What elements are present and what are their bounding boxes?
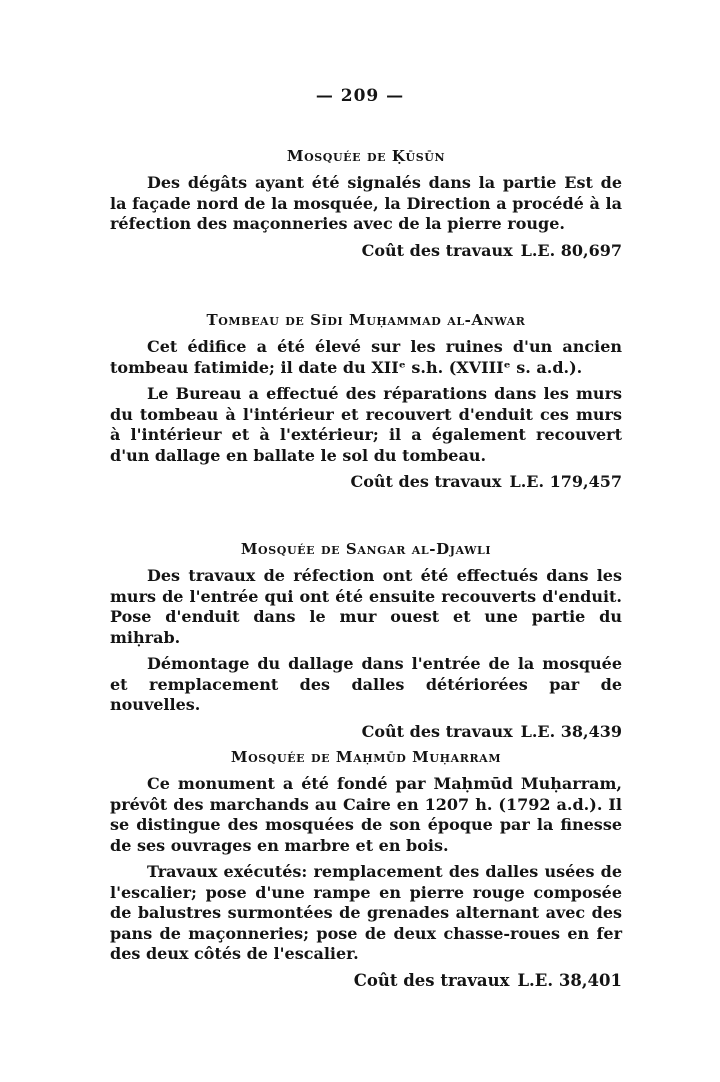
section-tombeau-sidi-muhammad [110, 311, 622, 492]
section-paragraph: Le Bureau a effectué des réparations dans les murs du tombeau à l'intérieur et recouvert d'enduit ces murs à l'intérieur et à l'extérieur; il a également recouvert d'un dallage en ballate le sol du tombeau. [110, 384, 622, 465]
cost-line [110, 722, 622, 742]
section-title: Mosquée de Ḳūsūn [286, 147, 446, 165]
cost-line [110, 241, 622, 261]
section-title: Tombeau de Sīdi Muḥammad al-Anwar [206, 311, 526, 329]
page-number: — 209 — [315, 86, 405, 106]
section-mosquee-mahmud-muharram [110, 748, 622, 991]
section-mosquee-sangar-al-djawli [110, 540, 622, 742]
cost-label: Coût des travaux [361, 240, 513, 260]
section-paragraph: Des dégâts ayant été signalés dans la partie Est de la façade nord de la mosquée, la Direction a procédé à la réfection des maçonneries avec de la pierre rouge. [110, 173, 622, 233]
cost-value: L.E. 179,457 [509, 472, 622, 491]
section-title: Mosquée de Sangar al-Djawli [240, 540, 492, 558]
cost-label: Coût des travaux [361, 721, 513, 741]
cost-line [110, 971, 622, 991]
section-paragraph: Cet édifice a été élevé sur les ruines d'un ancien tombeau fatimide; il date du XIIᵉ s.h. (XVIIIᵉ s. a.d.). [110, 337, 622, 377]
section-mosquee-de-kusun [110, 147, 622, 261]
cost-label: Coût des travaux [350, 472, 502, 491]
section-paragraph: Ce monument a été fondé par Maḥmūd Muḥarram, prévôt des marchands au Caire en 1207 h. (1792 a.d.). Il se distingue des mosquées de son époque par la finesse de ses ouvrages en marbre et en bois. [110, 774, 622, 855]
cost-value: L.E. 80,697 [520, 240, 622, 260]
section-paragraph: Démontage du dallage dans l'entrée de la mosquée et remplacement des dalles détériorées par de nouvelles. [110, 654, 622, 714]
cost-value: L.E. 38,439 [520, 721, 622, 741]
cost-value: L.E. 38,401 [517, 970, 622, 990]
cost-label: Coût des travaux [353, 970, 510, 990]
section-paragraph: Travaux exécutés: remplacement des dalles usées de l'escalier; pose d'une rampe en pierre rouge composée de balustres surmontées de grenades alternant avec des pans de maçonneries; pose de deux chasse-roues en fer des deux côtés de l'escalier. [110, 862, 622, 963]
section-title: Mosquée de Maḥmūd Muḥarram [230, 748, 502, 766]
cost-line [110, 472, 622, 492]
section-paragraph: Des travaux de réfection ont été effectués dans les murs de l'entrée qui ont été ensuite recouverts d'enduit. Pose d'enduit dans le mur ouest et une partie du miḥrab. [110, 566, 622, 647]
